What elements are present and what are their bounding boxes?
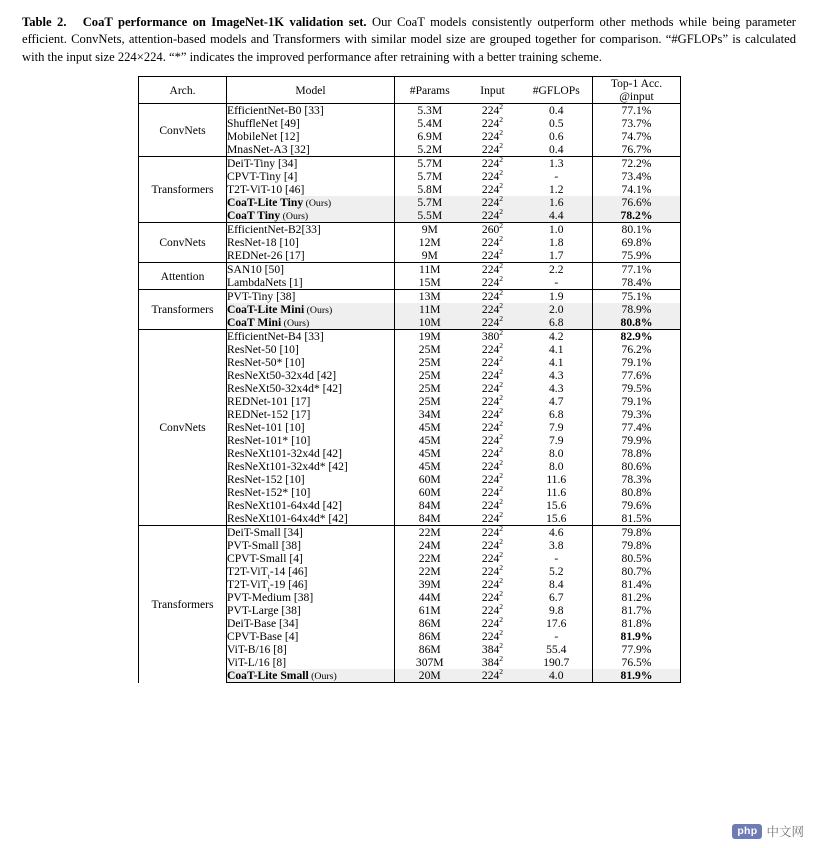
cell-input: $224^2$: [481, 537, 504, 553]
group-arch-label: ConvNets: [139, 330, 227, 526]
cell-model: PVT-Tiny [38]: [227, 290, 395, 304]
cell-top1-acc: 73.7%: [593, 117, 681, 130]
table-row: [139, 104, 681, 118]
cell-top1-acc: 81.2%: [593, 591, 681, 604]
cell-params: 22M: [395, 552, 465, 565]
cell-top1-acc: 80.5%: [593, 552, 681, 565]
cell-params: 22M: [395, 526, 465, 540]
cell-params: 12M: [395, 236, 465, 249]
cell-params: 22M: [395, 565, 465, 578]
cell-input: $224^2$: [481, 128, 504, 144]
cell-params: 15M: [395, 276, 465, 290]
caption-body: Our CoaT models consistently outperform other methods while being parameter efficient. ConvNets, attention-based models and Transformers with similar model size are grouped together for comparison. “#GFLOPs” is calculated with the input size 224×224. “*” indicates the improved performance after retraining with a better training scheme.: [22, 15, 796, 64]
cell-params: 25M: [395, 395, 465, 408]
cell-top1-acc: 79.5%: [593, 382, 681, 395]
cell-top1-acc: 82.9%: [593, 330, 681, 344]
cell-top1-acc: 74.7%: [593, 130, 681, 143]
cell-input: $224^2$: [481, 589, 504, 605]
cell-top1-acc: 80.1%: [593, 223, 681, 237]
cell-input: $224^2$: [465, 263, 521, 277]
cell-model: SAN10 [50]: [227, 263, 395, 277]
cell-top1-acc: 79.1%: [593, 395, 681, 408]
cell-params: 45M: [395, 460, 465, 473]
cell-params: 44M: [395, 591, 465, 604]
cell-top1-acc: 78.4%: [593, 276, 681, 290]
cell-gflops: 8.0: [549, 460, 564, 474]
cell-input: $224^2$: [481, 510, 504, 526]
cell-gflops: -: [554, 170, 559, 184]
cell-params: 60M: [395, 486, 465, 499]
cell-gflops: 6.8: [549, 408, 564, 422]
group-arch-label: Transformers: [139, 157, 227, 223]
cell-params: 307M: [395, 656, 465, 669]
cell-input: $224^2$: [481, 432, 504, 448]
cell-top1-acc: 78.2%: [593, 209, 681, 223]
cell-gflops: 1.8: [549, 236, 564, 250]
cell-top1-acc: 69.8%: [593, 236, 681, 249]
cell-gflops: 1.6: [521, 196, 593, 209]
cell-input: $380^2$: [465, 330, 521, 344]
cell-input: $224^2$: [465, 526, 521, 540]
cell-model: CoaT Tiny (Ours): [227, 209, 395, 223]
cell-gflops: 5.2: [549, 565, 564, 579]
cell-model: CoaT Mini (Ours): [227, 316, 395, 330]
table-body: [139, 104, 681, 683]
cell-gflops: 6.8: [521, 316, 593, 330]
cell-top1-acc: 81.5%: [593, 512, 681, 526]
cell-gflops: 1.2: [549, 183, 564, 197]
cell-model: ResNeXt101-64x4d* [42]: [227, 512, 395, 526]
cell-input: $260^2$: [465, 223, 521, 237]
table-caption: [0, 0, 818, 66]
cell-params: 19M: [395, 330, 465, 344]
cell-top1-acc: 76.7%: [593, 143, 681, 157]
cell-input: $224^2$: [481, 484, 504, 500]
cell-model: REDNet-26 [17]: [227, 249, 395, 263]
cell-input: $224^2$: [481, 550, 504, 566]
cell-gflops: 15.6: [546, 499, 567, 513]
cell-gflops: 0.4: [549, 143, 564, 157]
table-row: [139, 526, 681, 540]
cell-model: ShuffleNet [49]: [227, 117, 395, 130]
cell-params: 5.3M: [395, 104, 465, 118]
cell-gflops: 8.0: [549, 447, 564, 461]
cell-model: MobileNet [12]: [227, 130, 395, 143]
cell-params: 45M: [395, 434, 465, 447]
cell-top1-acc: 80.6%: [593, 460, 681, 473]
cell-input: $224^2$: [465, 209, 521, 223]
cell-top1-acc: 75.1%: [593, 290, 681, 304]
cell-params: 6.9M: [395, 130, 465, 143]
cell-params: 86M: [395, 643, 465, 656]
cell-model: ResNeXt101-32x4d* [42]: [227, 460, 395, 473]
cell-input: $224^2$: [481, 354, 504, 370]
group-arch-label: ConvNets: [139, 223, 227, 263]
cell-model: EfficientNet-B4 [33]: [227, 330, 395, 344]
cell-model: CPVT-Small [4]: [227, 552, 395, 565]
cell-params: 61M: [395, 604, 465, 617]
col-header-arch: Arch.: [139, 77, 227, 104]
results-table: [138, 76, 681, 683]
cell-gflops: 4.2: [521, 330, 593, 344]
cell-input: $224^2$: [481, 576, 504, 592]
cell-gflops: 4.7: [549, 395, 564, 409]
cell-gflops: 4.6: [521, 526, 593, 540]
cell-params: 84M: [395, 499, 465, 512]
cell-gflops: 0.5: [549, 117, 564, 131]
cell-top1-acc: 73.4%: [593, 170, 681, 183]
cell-model: CPVT-Base [4]: [227, 630, 395, 643]
cell-params: 5.7M: [395, 170, 465, 183]
cell-params: 60M: [395, 473, 465, 486]
cell-input: $224^2$: [481, 341, 504, 357]
cell-params: 5.5M: [395, 209, 465, 223]
cell-input: $224^2$: [481, 168, 504, 184]
cell-input: $224^2$: [481, 234, 504, 250]
cell-model: MnasNet-A3 [32]: [227, 143, 395, 157]
cell-model: PVT-Medium [38]: [227, 591, 395, 604]
cell-model: ResNeXt101-64x4d [42]: [227, 499, 395, 512]
table-row: [139, 157, 681, 171]
cell-gflops: 4.3: [549, 382, 564, 396]
caption-label: Table 2.: [22, 15, 67, 29]
col-header-acc: Top-1 Acc. @input: [593, 77, 681, 104]
cell-top1-acc: 76.2%: [593, 343, 681, 356]
col-header-gflops: #GFLOPs: [521, 77, 593, 104]
cell-top1-acc: 77.9%: [593, 643, 681, 656]
cell-params: 84M: [395, 512, 465, 526]
cell-model: REDNet-152 [17]: [227, 408, 395, 421]
cell-top1-acc: 80.8%: [593, 486, 681, 499]
cell-params: 9M: [395, 223, 465, 237]
cell-params: 10M: [395, 316, 465, 330]
cell-model: ViT-B/16 [8]: [227, 643, 395, 656]
cell-gflops: 11.6: [546, 486, 567, 500]
watermark-text: 中文网: [766, 825, 804, 839]
cell-input: $224^2$: [481, 628, 504, 644]
cell-model: PVT-Large [38]: [227, 604, 395, 617]
cell-input: $224^2$: [481, 181, 504, 197]
cell-gflops: 8.4: [549, 578, 564, 592]
cell-model: CoaT-Lite Small (Ours): [227, 669, 395, 683]
cell-model: ResNet-18 [10]: [227, 236, 395, 249]
cell-gflops: -: [554, 630, 559, 644]
cell-params: 9M: [395, 249, 465, 263]
cell-gflops: 1.0: [521, 223, 593, 237]
cell-params: 25M: [395, 382, 465, 395]
cell-model: CPVT-Tiny [4]: [227, 170, 395, 183]
table-header-row: [139, 77, 681, 104]
cell-params: 25M: [395, 343, 465, 356]
cell-gflops: 15.6: [546, 512, 567, 526]
cell-gflops: 190.7: [543, 656, 570, 670]
cell-model: EfficientNet-B0 [33]: [227, 104, 395, 118]
cell-params: 39M: [395, 578, 465, 591]
cell-params: 5.2M: [395, 143, 465, 157]
table-header: [139, 77, 681, 104]
cell-model: CoaT-Lite Mini (Ours): [227, 303, 395, 316]
cell-params: 25M: [395, 369, 465, 382]
cell-model: EfficientNet-B2[33]: [227, 223, 395, 237]
cell-top1-acc: 81.7%: [593, 604, 681, 617]
cell-top1-acc: 78.8%: [593, 447, 681, 460]
table-row: [139, 263, 681, 277]
cell-model: ResNeXt50-32x4d* [42]: [227, 382, 395, 395]
cell-model: ResNeXt50-32x4d [42]: [227, 369, 395, 382]
cell-top1-acc: 79.3%: [593, 408, 681, 421]
cell-top1-acc: 81.9%: [593, 669, 681, 683]
cell-input: $224^2$: [481, 563, 504, 579]
cell-input: $224^2$: [481, 445, 504, 461]
cell-input: $224^2$: [481, 274, 504, 290]
cell-gflops: 7.9: [549, 421, 564, 435]
table-row: [139, 290, 681, 304]
cell-gflops: 11.6: [546, 473, 567, 487]
cell-top1-acc: 77.4%: [593, 421, 681, 434]
php-logo-badge: php: [732, 824, 762, 839]
cell-params: 24M: [395, 539, 465, 552]
cell-input: $224^2$: [465, 157, 521, 171]
cell-params: 11M: [395, 303, 465, 316]
cell-input: $224^2$: [465, 104, 521, 118]
cell-input: $224^2$: [481, 497, 504, 513]
cell-params: 13M: [395, 290, 465, 304]
cell-top1-acc: 80.7%: [593, 565, 681, 578]
cell-gflops: 1.7: [549, 249, 564, 263]
cell-model: ResNet-50* [10]: [227, 356, 395, 369]
table-row: [139, 223, 681, 237]
cell-gflops: 9.8: [549, 604, 564, 618]
cell-top1-acc: 79.6%: [593, 499, 681, 512]
cell-gflops: 0.6: [549, 130, 564, 144]
cell-gflops: 4.1: [549, 356, 564, 370]
cell-params: 11M: [395, 263, 465, 277]
cell-gflops: 4.3: [549, 369, 564, 383]
results-table-wrapper: [138, 76, 680, 683]
cell-params: 45M: [395, 447, 465, 460]
cell-model: ResNet-152* [10]: [227, 486, 395, 499]
cell-input: $224^2$: [465, 316, 521, 330]
cell-params: 5.7M: [395, 157, 465, 171]
table-row: [139, 330, 681, 344]
cell-gflops: 0.4: [521, 104, 593, 118]
group-arch-label: Transformers: [139, 526, 227, 683]
caption-title: CoaT performance on ImageNet-1K validation set.: [82, 15, 367, 29]
cell-top1-acc: 79.1%: [593, 356, 681, 369]
cell-top1-acc: 72.2%: [593, 157, 681, 171]
cell-input: $384^2$: [481, 654, 504, 670]
cell-gflops: 1.3: [521, 157, 593, 171]
cell-input: $224^2$: [481, 115, 504, 131]
cell-input: $384^2$: [481, 641, 504, 657]
cell-gflops: 6.7: [549, 591, 564, 605]
cell-gflops: 4.1: [549, 343, 564, 357]
cell-top1-acc: 77.6%: [593, 369, 681, 382]
cell-input: $224^2$: [481, 393, 504, 409]
cell-params: 86M: [395, 617, 465, 630]
cell-top1-acc: 81.8%: [593, 617, 681, 630]
cell-model: ResNet-101 [10]: [227, 421, 395, 434]
cell-gflops: 3.8: [549, 539, 564, 553]
cell-model: ResNet-50 [10]: [227, 343, 395, 356]
cell-params: 25M: [395, 356, 465, 369]
cell-params: 20M: [395, 669, 465, 683]
cell-model: T2T-ViT$_t$-19 [46]: [227, 578, 395, 591]
cell-model: ViT-L/16 [8]: [227, 656, 395, 669]
cell-params: 45M: [395, 421, 465, 434]
cell-model: REDNet-101 [17]: [227, 395, 395, 408]
cell-input: $224^2$: [481, 471, 504, 487]
col-header-input: Input: [465, 77, 521, 104]
cell-model: ResNet-152 [10]: [227, 473, 395, 486]
cell-input: $224^2$: [481, 247, 504, 263]
cell-input: $224^2$: [481, 367, 504, 383]
group-arch-label: Transformers: [139, 290, 227, 330]
col-header-model: Model: [227, 77, 395, 104]
cell-gflops: 2.2: [521, 263, 593, 277]
cell-params: 5.8M: [395, 183, 465, 196]
cell-input: $224^2$: [481, 380, 504, 396]
cell-gflops: 55.4: [546, 643, 567, 657]
cell-top1-acc: 74.1%: [593, 183, 681, 196]
cell-model: DeiT-Tiny [34]: [227, 157, 395, 171]
col-header-params: #Params: [395, 77, 465, 104]
cell-top1-acc: 77.1%: [593, 104, 681, 118]
cell-input: $224^2$: [481, 458, 504, 474]
cell-gflops: 2.0: [521, 303, 593, 316]
cell-params: 34M: [395, 408, 465, 421]
cell-top1-acc: 76.6%: [593, 196, 681, 209]
cell-gflops: -: [554, 276, 559, 290]
cell-input: $224^2$: [481, 615, 504, 631]
cell-model: T2T-ViT$_t$-14 [46]: [227, 565, 395, 578]
cell-model: CoaT-Lite Tiny (Ours): [227, 196, 395, 209]
cell-input: $224^2$: [481, 419, 504, 435]
cell-input: $224^2$: [465, 669, 521, 683]
cell-input: $224^2$: [481, 141, 504, 157]
watermark: [732, 822, 804, 840]
cell-model: LambdaNets [1]: [227, 276, 395, 290]
cell-model: T2T-ViT-10 [46]: [227, 183, 395, 196]
cell-gflops: 7.9: [549, 434, 564, 448]
cell-input: $224^2$: [481, 406, 504, 422]
cell-gflops: 17.6: [546, 617, 567, 631]
cell-gflops: 1.9: [521, 290, 593, 304]
cell-top1-acc: 79.8%: [593, 539, 681, 552]
cell-top1-acc: 78.9%: [593, 303, 681, 316]
cell-top1-acc: 81.9%: [593, 630, 681, 643]
cell-model: ResNeXt101-32x4d [42]: [227, 447, 395, 460]
cell-input: $224^2$: [465, 303, 521, 316]
cell-model: PVT-Small [38]: [227, 539, 395, 552]
cell-input: $224^2$: [465, 290, 521, 304]
cell-top1-acc: 80.8%: [593, 316, 681, 330]
cell-gflops: 4.0: [521, 669, 593, 683]
cell-model: DeiT-Base [34]: [227, 617, 395, 630]
cell-input: $224^2$: [465, 196, 521, 209]
cell-gflops: 4.4: [521, 209, 593, 223]
cell-top1-acc: 79.8%: [593, 526, 681, 540]
group-arch-label: Attention: [139, 263, 227, 290]
cell-top1-acc: 76.5%: [593, 656, 681, 669]
cell-params: 86M: [395, 630, 465, 643]
cell-top1-acc: 79.9%: [593, 434, 681, 447]
cell-top1-acc: 81.4%: [593, 578, 681, 591]
group-arch-label: ConvNets: [139, 104, 227, 157]
cell-top1-acc: 77.1%: [593, 263, 681, 277]
cell-params: 5.4M: [395, 117, 465, 130]
cell-input: $224^2$: [481, 602, 504, 618]
cell-top1-acc: 78.3%: [593, 473, 681, 486]
cell-gflops: -: [554, 552, 559, 566]
cell-params: 5.7M: [395, 196, 465, 209]
cell-model: ResNet-101* [10]: [227, 434, 395, 447]
cell-model: DeiT-Small [34]: [227, 526, 395, 540]
cell-top1-acc: 75.9%: [593, 249, 681, 263]
